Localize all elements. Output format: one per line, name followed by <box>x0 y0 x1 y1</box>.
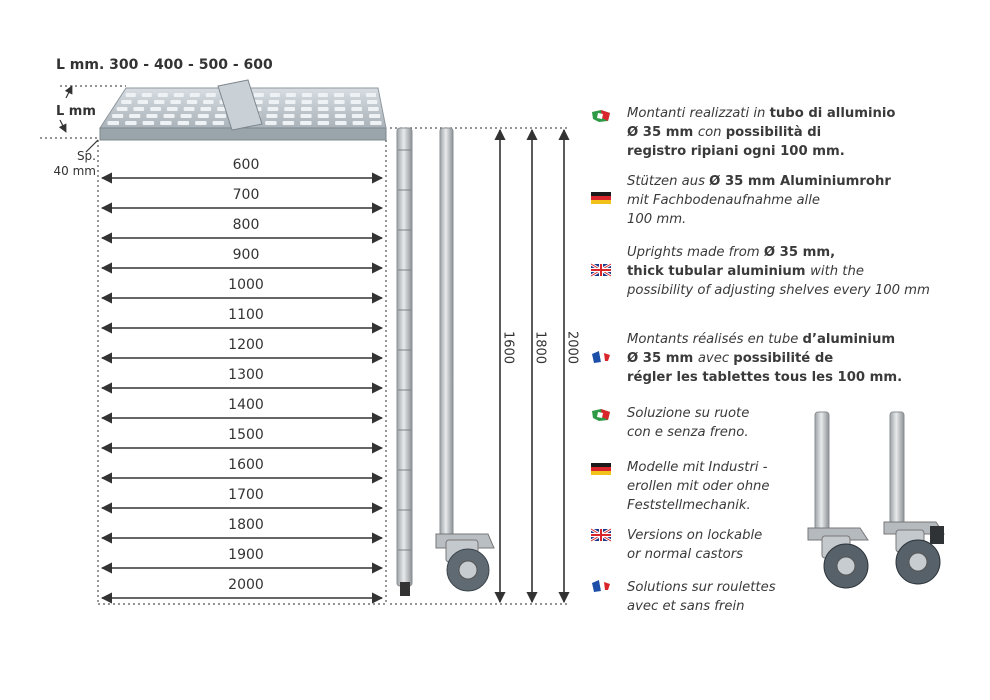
length-value: 800 <box>232 217 260 233</box>
description-text: avec et sans frein <box>627 599 745 614</box>
length-value: 600 <box>232 157 260 173</box>
description-block <box>627 104 895 161</box>
uk-flag-icon <box>590 527 612 541</box>
description-line <box>627 404 749 423</box>
description-block <box>627 330 902 387</box>
length-value: 1300 <box>228 367 264 383</box>
description-text: Montanti realizzati in <box>627 106 770 121</box>
length-value: 1900 <box>228 547 264 563</box>
thickness-markers <box>60 86 98 152</box>
thickness-label <box>40 149 96 179</box>
france-flag-icon <box>590 349 612 363</box>
length-value: 1400 <box>228 397 264 413</box>
description-text: mit Fachbodenaufnahme alle <box>627 193 820 208</box>
length-value: 900 <box>232 247 260 263</box>
italy-flag-icon <box>590 108 612 122</box>
description-line <box>627 477 770 496</box>
length-value: 1800 <box>228 517 264 533</box>
description-line <box>627 172 891 191</box>
description-line <box>627 262 930 281</box>
thickness-value: 40 mm <box>53 164 96 178</box>
castor-photo-image <box>808 412 944 588</box>
upright-pole-image <box>397 128 412 596</box>
height-value: 1600 <box>500 330 516 365</box>
description-line <box>627 210 891 229</box>
description-block <box>627 578 776 616</box>
germany-flag-icon <box>590 190 612 204</box>
description-text: régler les tablettes tous les 100 mm. <box>627 370 903 385</box>
description-line <box>627 368 902 387</box>
description-text: con <box>697 125 726 140</box>
description-text: con e senza freno. <box>627 425 749 440</box>
description-block <box>627 404 749 442</box>
description-text: possibility of adjusting shelves every 100 mm <box>627 283 930 298</box>
description-text: Ø 35 mm Aluminiumrohr <box>709 174 891 189</box>
description-line <box>627 597 776 616</box>
description-text: Feststellmechanik. <box>627 498 751 513</box>
upright-castor-image <box>436 128 494 591</box>
length-value: 1000 <box>228 277 264 293</box>
description-line <box>627 123 895 142</box>
description-text: Ø 35 mm <box>627 351 698 366</box>
widths-label: L mm. 300 - 400 - 500 - 600 <box>56 57 273 73</box>
description-text: Modelle mit Industri - <box>627 460 768 475</box>
description-line <box>627 578 776 597</box>
description-text: registro ripiani ogni 100 mm. <box>627 144 845 159</box>
length-value: 1100 <box>228 307 264 323</box>
description-block <box>627 458 770 515</box>
description-line <box>627 349 902 368</box>
description-text: Solutions sur roulettes <box>627 580 776 595</box>
description-text: avec <box>697 351 734 366</box>
description-text: thick tubular aluminium <box>627 264 811 279</box>
description-line <box>627 142 895 161</box>
length-value: 1500 <box>228 427 264 443</box>
description-text: tubo di alluminio <box>769 106 896 121</box>
description-line <box>627 496 770 515</box>
length-arrows <box>102 178 382 598</box>
description-text: erollen mit oder ohne <box>627 479 770 494</box>
description-line <box>627 330 902 349</box>
height-value: 1800 <box>532 330 548 365</box>
description-text: possibilité de <box>733 351 834 366</box>
description-text: Ø 35 mm, <box>763 245 836 260</box>
description-line <box>627 104 895 123</box>
length-value: 1700 <box>228 487 264 503</box>
description-text: Versions on lockable <box>627 528 763 543</box>
description-block <box>627 243 930 300</box>
height-value: 2000 <box>564 330 580 365</box>
description-text: Soluzione su ruote <box>627 406 750 421</box>
france-flag-icon <box>590 578 612 592</box>
description-line <box>627 545 762 564</box>
description-text: d’aluminium <box>802 332 896 347</box>
description-line <box>627 423 749 442</box>
italy-flag-icon <box>590 407 612 421</box>
length-value: 1200 <box>228 337 264 353</box>
description-text: or normal castors <box>627 547 744 562</box>
germany-flag-icon <box>590 461 612 475</box>
description-line <box>627 281 930 300</box>
description-text: 100 mm. <box>627 212 687 227</box>
description-line <box>627 191 891 210</box>
uk-flag-icon <box>590 262 612 276</box>
description-line <box>627 526 762 545</box>
description-block <box>627 526 762 564</box>
length-value: 2000 <box>228 577 264 593</box>
description-text: possibilità di <box>725 125 822 140</box>
length-label: L mm <box>56 104 96 119</box>
description-block <box>627 172 891 229</box>
guide-lines <box>40 86 570 604</box>
description-text: Montants réalisés en tube <box>627 332 803 347</box>
length-value: 700 <box>232 187 260 203</box>
description-line <box>627 243 930 262</box>
description-text: Ø 35 mm <box>627 125 698 140</box>
thickness-title: Sp. <box>76 149 96 163</box>
length-value: 1600 <box>228 457 264 473</box>
description-line <box>627 458 770 477</box>
description-text: Stützen aus <box>627 174 710 189</box>
shelf-grid-image <box>100 80 386 140</box>
description-text: Uprights made from <box>627 245 764 260</box>
description-text: with the <box>810 264 864 279</box>
